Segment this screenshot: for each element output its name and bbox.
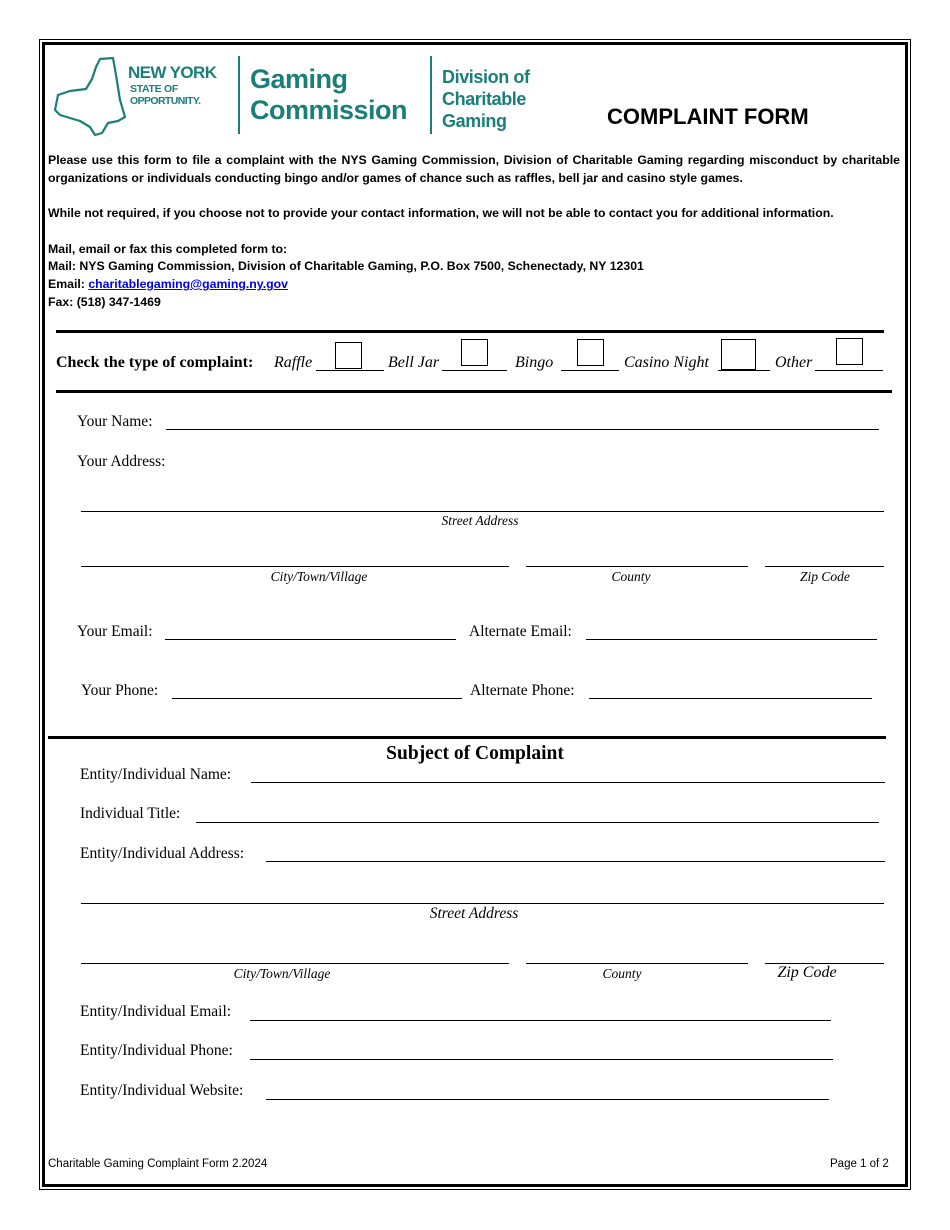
bell-jar-underline	[442, 370, 507, 371]
entity-website-field[interactable]	[266, 1099, 829, 1100]
complaint-type-raffle-label: Raffle	[274, 354, 313, 371]
entity-address-label: Entity/Individual Address:	[80, 845, 245, 862]
agency-name-line2: Commission	[250, 95, 408, 125]
email-label: Email:	[48, 277, 89, 291]
your-street-caption: Street Address	[441, 513, 519, 528]
alt-email-field[interactable]	[586, 639, 877, 640]
nys-logo	[50, 55, 230, 137]
your-email-label: Your Email:	[77, 623, 153, 640]
your-county-caption: County	[611, 569, 651, 584]
entity-city-field[interactable]	[81, 963, 509, 964]
entity-city-caption: City/Town/Village	[233, 966, 331, 981]
your-city-field[interactable]	[81, 566, 509, 567]
section-rule-top	[56, 330, 884, 333]
casino-night-checkbox[interactable]	[721, 339, 756, 370]
alt-phone-label: Alternate Phone:	[470, 682, 575, 699]
entity-phone-field[interactable]	[250, 1059, 833, 1060]
bell-jar-checkbox[interactable]	[461, 339, 488, 366]
intro-paragraph-2: While not required, if you choose not to provide your contact information, we will not be able to contact you for additional information.	[48, 206, 834, 220]
your-county-field[interactable]	[526, 566, 748, 567]
entity-website-label: Entity/Individual Website:	[80, 1082, 244, 1099]
complaint-type-label: Check the type of complaint:	[56, 354, 254, 371]
raffle-checkbox[interactable]	[335, 342, 362, 369]
other-checkbox[interactable]	[836, 338, 863, 365]
casino-night-underline	[718, 370, 770, 371]
entity-email-field[interactable]	[250, 1020, 831, 1021]
division-name-line1: Division of	[442, 67, 530, 87]
footer-page-number: Page 1 of 2	[830, 1158, 889, 1170]
ny-logo-line1: NEW YORK	[128, 63, 217, 82]
division-name-line2: Charitable	[442, 89, 527, 109]
division-name-line3: Gaming	[442, 111, 507, 131]
bingo-checkbox[interactable]	[577, 339, 604, 366]
entity-name-label: Entity/Individual Name:	[80, 766, 232, 783]
entity-email-label: Entity/Individual Email:	[80, 1003, 232, 1020]
email-link[interactable]: charitablegaming@gaming.ny.gov	[88, 277, 288, 291]
subject-heading: Subject of Complaint	[386, 743, 564, 764]
form-title: COMPLAINT FORM	[607, 104, 809, 129]
your-phone-field[interactable]	[172, 698, 462, 699]
ny-logo-line3: OPPORTUNITY.	[130, 95, 201, 107]
your-street-field[interactable]	[81, 511, 884, 512]
subject-section-rule	[48, 736, 886, 739]
bingo-underline	[561, 370, 619, 371]
fax-line: Fax: (518) 347-1469	[48, 295, 161, 309]
section-rule-bottom	[56, 390, 892, 393]
your-phone-label: Your Phone:	[81, 682, 159, 699]
complaint-type-bell-jar-label: Bell Jar	[388, 354, 440, 371]
entity-zip-caption: Zip Code	[777, 964, 837, 981]
your-address-label: Your Address:	[77, 453, 166, 470]
entity-phone-label: Entity/Individual Phone:	[80, 1042, 233, 1059]
your-email-field[interactable]	[165, 639, 456, 640]
footer-form-id: Charitable Gaming Complaint Form 2.2024	[48, 1158, 268, 1170]
complaint-type-bingo-label: Bingo	[515, 354, 554, 371]
raffle-underline	[316, 370, 384, 371]
individual-title-field[interactable]	[196, 822, 879, 823]
new-york-state-map-icon	[50, 55, 130, 137]
your-name-field[interactable]	[166, 429, 879, 430]
entity-county-field[interactable]	[526, 963, 748, 964]
mail-heading: Mail, email or fax this completed form to:	[48, 242, 288, 256]
complaint-type-other-label: Other	[775, 354, 813, 371]
entity-name-field[interactable]	[251, 782, 885, 783]
email-line	[48, 276, 288, 294]
your-city-caption: City/Town/Village	[270, 569, 368, 584]
complaint-type-casino-night-label: Casino Night	[624, 354, 709, 371]
intro-paragraph-1: Please use this form to file a complaint with the NYS Gaming Commission, Division of Charitable Gaming regarding misconduct by charitable organizations or individuals conducting bingo and/or games of chance such as raffles, bell jar and casino style games.	[48, 153, 900, 185]
logo-divider	[238, 56, 240, 134]
entity-street-field[interactable]	[81, 903, 884, 904]
your-name-label: Your Name:	[77, 413, 153, 430]
entity-address-field[interactable]	[266, 861, 885, 862]
other-underline	[815, 370, 883, 371]
your-zip-field[interactable]	[765, 566, 884, 567]
agency-name-line1: Gaming	[250, 64, 348, 94]
alt-phone-field[interactable]	[589, 698, 872, 699]
entity-county-caption: County	[602, 966, 642, 981]
entity-street-caption: Street Address	[429, 905, 519, 922]
your-zip-caption: Zip Code	[800, 569, 850, 584]
individual-title-label: Individual Title:	[80, 805, 181, 822]
alt-email-label: Alternate Email:	[469, 623, 572, 640]
ny-logo-line2: STATE OF	[130, 83, 178, 95]
logo-divider-2	[430, 56, 432, 134]
mail-address: Mail: NYS Gaming Commission, Division of Charitable Gaming, P.O. Box 7500, Schenectady, NY 12301	[48, 259, 644, 273]
